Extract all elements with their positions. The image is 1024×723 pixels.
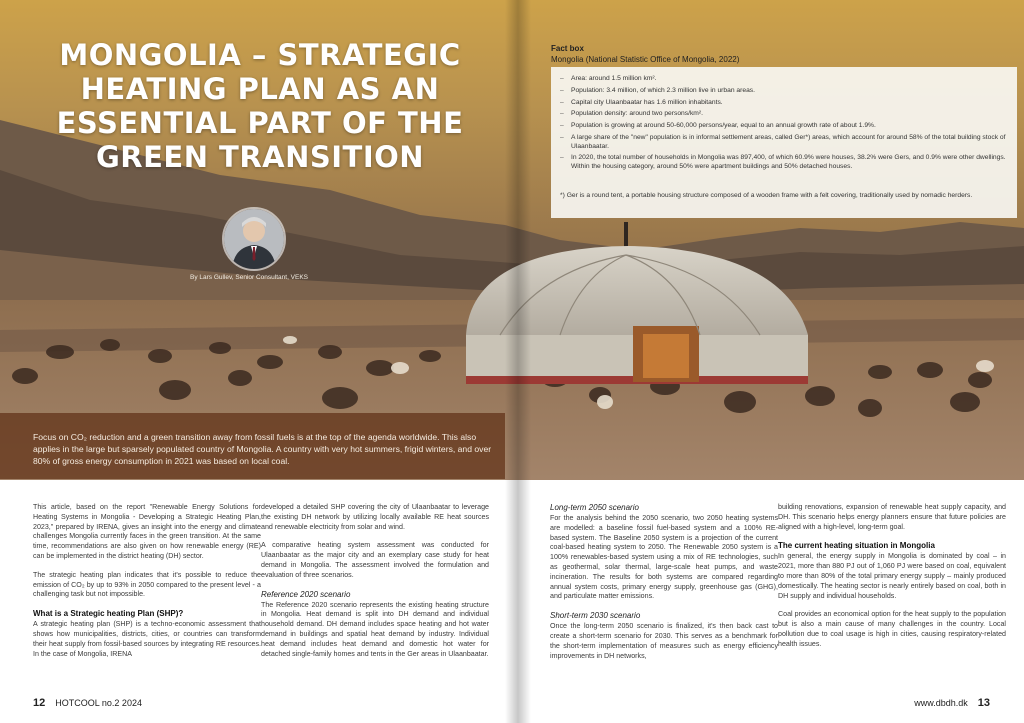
lead-caption-band xyxy=(0,413,505,479)
body-paragraph: Once the long-term 2050 scenario is finalized, it's then back cast to create a short-term scenario for 2030. This serves as a benchmark for the short-term implementation of measures such as energy efficiency improvements in DH networks, xyxy=(550,622,778,660)
fact-box-subtitle: Mongolia (National Statistic Office of Mongolia, 2022) xyxy=(551,55,740,64)
subsection-heading: Short-term 2030 scenario xyxy=(550,611,641,621)
body-column-3 xyxy=(550,503,778,670)
fact-box xyxy=(551,67,1017,218)
website-url: www.dbdh.dk xyxy=(914,698,968,708)
body-paragraph: building renovations, expansion of renewable heat supply capacity, and DH. This scenario helps energy planners ensure that future policies are aligned with a high-level, long-term goal. xyxy=(778,503,1006,531)
footer-left xyxy=(33,697,142,709)
fact-box-header xyxy=(551,44,811,64)
fact-item: – Area: around 1.5 million km². xyxy=(560,75,1008,84)
body-paragraph: This article, based on the report "Renewable Energy Solutions for Heating Systems in Mongolia - Developing a Strategic Heating Plan, 2023," prepared by IRENA, gives an insight into the energy and climate challenges Mongolia currently faces in the green transition. At the same time, recommendations are also given on how renewable energy (RE) can be implemented in the district heating (DH) sector. xyxy=(33,503,261,560)
subsection-heading: Reference 2020 scenario xyxy=(261,589,351,599)
page-number-right: 13 xyxy=(977,697,990,709)
body-paragraph: A comparative heating system assessment was conducted for Ulaanbaatar as the major city and an exemplary case study for heat demand in Mongolia. The assessment involved the formulation and evaluation of three scenarios. xyxy=(261,541,489,579)
fact-item: – Population is growing at around 50-60,000 persons/year, equal to an annual growth rate of about 1.9%. xyxy=(560,122,1008,131)
fact-item: – Capital city Ulaanbaatar has 1.6 million inhabitants. xyxy=(560,99,1008,108)
person-silhouette-icon xyxy=(224,209,284,269)
section-heading: What is a Strategic heating Plan (SHP)? xyxy=(33,609,184,619)
page-number-left: 12 xyxy=(33,697,46,709)
fact-list xyxy=(560,75,1008,175)
fact-item: – Population: 3.4 million, of which 2.3 million live in urban areas. xyxy=(560,87,1008,96)
section-heading: The current heating situation in Mongolia xyxy=(778,541,935,551)
fact-box-title: Fact box xyxy=(551,44,584,53)
fact-item: – Population density: around two persons/km². xyxy=(560,110,1008,119)
body-column-2 xyxy=(261,503,489,668)
fact-box-footnote: *) Ger is a round tent, a portable housing structure composed of a wooden frame with a felt covering, traditionally used by nomadic herders. xyxy=(560,192,973,199)
byline: By Lars Gullev, Senior Consultant, VEKS xyxy=(190,274,309,281)
body-paragraph: A strategic heating plan (SHP) is a techno-economic assessment that shows how municipalities, districts, cities, or countries can transform their heat supply from fossil-based sources by integrating RE resources. In the case of Mongolia, IRENA xyxy=(33,620,261,658)
body-paragraph: In general, the energy supply in Mongolia is dominated by coal – in 2021, more than 880 PJ out of 1,060 PJ were based on coal, equivalent to more than 80% of the total primary energy supply – mainly produced domestically. The heating sector is nearly entirely based on coal, both in DH supply and individual households. xyxy=(778,552,1006,600)
body-paragraph: developed a detailed SHP covering the city of Ulaanbaatar to leverage the existing DH network by utilizing locally available RE heat sources and renewable electricity from solar and wind. xyxy=(261,503,489,531)
magazine-issue: HOTCOOL no.2 2024 xyxy=(55,698,142,708)
footer-right xyxy=(914,697,990,709)
author-portrait xyxy=(222,207,286,271)
lead-paragraph: Focus on CO₂ reduction and a green transition away from fossil fuels is at the top of the agenda worldwide. This also applies in the large but sparsely populated country of Mongolia. A country with very hot summers, frigid winters, and over 80% of gross energy consumption in 2021 was based on local coal. xyxy=(33,432,492,467)
body-column-4 xyxy=(778,503,1006,659)
body-paragraph: For the analysis behind the 2050 scenario, two 2050 heating systems are modelled: a baseline fossil fuel-based system and a 100% RE-based system. The Baseline 2050 system is a projection of the current coal-based heating system to 2050. The Renewable 2050 system is a 100% renewables-based system using a mix of RE technologies, such as geothermal, solar thermal, large-scale heat pumps, and waste incineration. The results for both systems are compared regarding annual system costs, primary energy supply, greenhouse gas (GHG), and particulate matter emissions. xyxy=(550,514,778,601)
body-paragraph: Coal provides an economical option for the heat supply to the population but is also a main cause of many challenges in the country. Local pollution due to coal usage is high in cities, causing respiratory-related health issues. xyxy=(778,610,1006,648)
fact-item: – A large share of the "new" population is in informal settlement areas, called Ger*) areas, which account for around 58% of the total building stock of Ulaanbaatar. xyxy=(560,134,1008,151)
body-paragraph: The Reference 2020 scenario represents the existing heating structure in Mongolia. Heat demand is split into DH demand and individual household demand. DH demand includes space heating and hot water demand in buildings and spatial heat demand by industry. Individual heat demand includes heat demand and domestic hot water for detached single-family homes and tents in the Ger areas in Ulaanbaatar. xyxy=(261,600,489,658)
fact-item: – In 2020, the total number of households in Mongolia was 897,400, of which 60.9% were houses, 38.2% were Gers, and 0.9% were other dwellings. Within the housing category, around 50% were apartment buildings and 50% detached houses. xyxy=(560,154,1008,171)
body-column-1 xyxy=(33,503,261,668)
body-paragraph: The strategic heating plan indicates that it's possible to reduce the emission of CO₂ by up to 93% in 2050 compared to the present level - a challenging task but not impossible. xyxy=(33,570,261,599)
article-title: MONGOLIA – STRATEGIC HEATING PLAN AS AN ESSENTIAL PART OF THE GREEN TRANSITION xyxy=(56,38,464,174)
subsection-heading: Long-term 2050 scenario xyxy=(550,503,639,512)
